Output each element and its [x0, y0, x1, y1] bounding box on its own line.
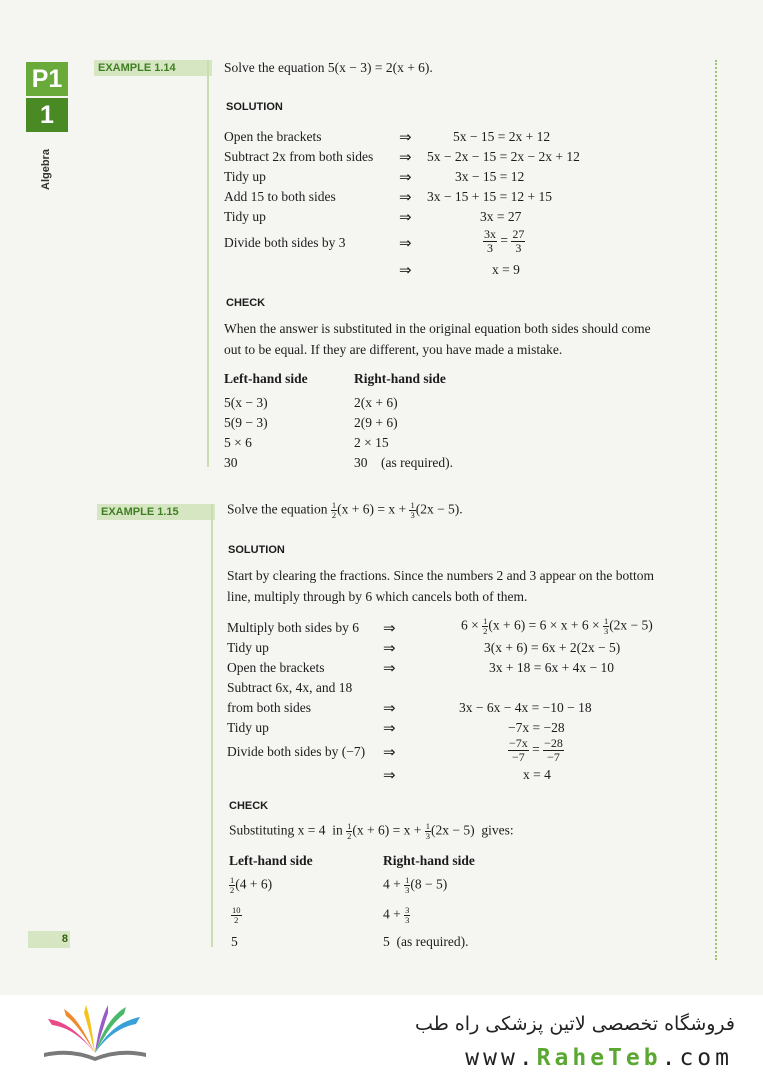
example-1-14-rule — [207, 60, 209, 467]
fraction: $\frac{3x}{3}$ — [484, 227, 496, 255]
rhs-heading: Right-hand side — [383, 853, 475, 868]
fraction: $\frac{1}{3}$ — [603, 616, 609, 636]
step-text: Tidy up — [227, 720, 269, 735]
step-math: 3(x + 6) = 6x + 2(2x − 5) — [484, 640, 621, 655]
step-text: Open the brackets — [227, 660, 325, 675]
step-text: Subtract 2x from both sides — [224, 149, 374, 164]
fraction: $\frac{10}{2}$ — [232, 905, 241, 925]
example-1-14-label: EXAMPLE 1.14 — [94, 60, 212, 76]
example-1-14-question: Solve the equation 5(x − 3) = 2(x + 6). — [224, 60, 433, 75]
check-text: out to be equal. If they are different, you have made a mistake. — [224, 342, 563, 357]
fraction: $\frac{1}{2}$ — [331, 500, 337, 520]
tab-chapter-number: 1 — [26, 98, 68, 132]
rhs-cell: 4 + $\frac{1}{3}$ (8 − 5) — [383, 875, 448, 895]
lhs-cell: 30 — [224, 455, 238, 470]
fraction: $\frac{1}{3}$ — [425, 821, 430, 841]
step-text: Tidy up — [224, 169, 266, 184]
step-text: Open the brackets — [224, 129, 322, 144]
check-text: When the answer is substituted in the original equation both sides should come — [224, 321, 651, 336]
step-text: Multiply both sides by 6 — [227, 620, 360, 635]
implies-arrow: ⇒ — [383, 743, 396, 761]
lhs-cell: 5 × 6 — [224, 435, 252, 450]
footer-url[interactable]: www.RaheTeb.com — [465, 1045, 733, 1071]
fraction: $\frac{27}{3}$ — [512, 227, 525, 255]
footer-banner — [0, 995, 763, 1079]
step-math: 3x − 6x − 4x = −10 − 18 — [459, 700, 592, 715]
rhs-cell: 2(x + 6) — [354, 395, 398, 410]
implies-arrow: ⇒ — [399, 188, 412, 206]
implies-arrow: ⇒ — [399, 234, 412, 252]
step-text: Subtract 6x, 4x, and 18 — [227, 680, 353, 695]
lhs-cell: 5 — [231, 934, 238, 949]
step-text: Divide both sides by 3 — [224, 235, 346, 250]
section-label: Algebra — [40, 149, 52, 190]
lhs-heading: Left-hand side — [224, 371, 308, 386]
implies-arrow: ⇒ — [383, 719, 396, 737]
rhs-cell: 2 × 15 — [354, 435, 389, 450]
implies-arrow: ⇒ — [399, 261, 412, 279]
fraction: $\frac{-28}{-7}$ — [544, 736, 563, 764]
book-logo-icon — [40, 1003, 150, 1063]
footer-store-name: فروشگاه تخصصی لاتین پزشکی راه طب — [415, 1013, 735, 1035]
implies-arrow: ⇒ — [399, 128, 412, 146]
check-text: Substituting x = 4 in $\frac{1}{2}$ (x + 6) = x + $\frac{1}{3}$ (2x − 5) gives: — [229, 821, 514, 841]
rhs-cell: 4 + $\frac{3}{3}$ — [383, 905, 410, 925]
implies-arrow: ⇒ — [383, 619, 396, 637]
implies-arrow: ⇒ — [383, 659, 396, 677]
fraction: $\frac{-7x}{-7}$ — [509, 736, 528, 764]
implies-arrow: ⇒ — [383, 766, 396, 784]
step-text: Add 15 to both sides — [224, 189, 336, 204]
step-math: 5x − 2x − 15 = 2x − 2x + 12 — [427, 149, 580, 164]
step-math: 3x = 27 — [480, 209, 522, 224]
step-math: 5x − 15 = 2x + 12 — [453, 129, 551, 144]
step-text: from both sides — [227, 700, 311, 715]
step-math: 3x + 18 = 6x + 4x − 10 — [489, 660, 614, 675]
rhs-cell: 30 (as required). — [354, 455, 453, 470]
example-1-15-rule — [211, 504, 213, 947]
solution-intro: Start by clearing the fractions. Since the numbers 2 and 3 appear on the bottom — [227, 568, 655, 583]
solution-intro: line, multiply through by 6 which cancels both of them. — [227, 589, 528, 604]
step-text: Tidy up — [224, 209, 266, 224]
lhs-cell: $\frac{1}{2}$ (4 + 6) — [230, 875, 273, 895]
step-text: Divide both sides by (−7) — [227, 744, 366, 759]
implies-arrow: ⇒ — [383, 699, 396, 717]
step-math-fraction: $\frac{3x}{3}$ = $\frac{27}{3}$ — [484, 227, 525, 255]
lhs-cell: 5(9 − 3) — [224, 415, 268, 430]
solution-heading: SOLUTION — [226, 101, 283, 113]
chapter-tab — [26, 62, 68, 132]
solution-heading: SOLUTION — [228, 544, 285, 556]
fraction: $\frac{1}{2}$ — [230, 875, 235, 895]
lhs-heading: Left-hand side — [229, 853, 313, 868]
fraction: $\frac{1}{3}$ — [410, 500, 415, 520]
margin-dotted-line — [715, 60, 717, 960]
fraction: $\frac{1}{2}$ — [483, 616, 488, 636]
implies-arrow: ⇒ — [399, 168, 412, 186]
check-heading: CHECK — [226, 297, 266, 309]
example-1-15-label: EXAMPLE 1.15 — [97, 504, 215, 520]
tab-p1: P1 — [26, 62, 68, 96]
implies-arrow: ⇒ — [399, 148, 412, 166]
rhs-cell: 2(9 + 6) — [354, 415, 398, 430]
fraction: $\frac{1}{3}$ — [405, 875, 410, 895]
implies-arrow: ⇒ — [399, 208, 412, 226]
step-math: x = 4 — [523, 767, 551, 782]
step-math: x = 9 — [492, 262, 520, 277]
implies-arrow: ⇒ — [383, 639, 396, 657]
fraction: $\frac{1}{2}$ — [347, 821, 352, 841]
step-math: 3x − 15 = 12 — [455, 169, 525, 184]
step-text: Tidy up — [227, 640, 269, 655]
step-math-fraction: $\frac{-7x}{-7}$ = $\frac{-28}{-7}$ — [509, 736, 563, 764]
example-1-15-question: Solve the equation $\frac{1}{2}$ (x + 6) = x + $\frac{1}{3}$ (2x − 5). — [227, 500, 463, 520]
check-heading: CHECK — [229, 800, 269, 812]
page-number: 8 — [28, 931, 70, 948]
lhs-cell: 5(x − 3) — [224, 395, 268, 410]
fraction: $\frac{3}{3}$ — [405, 905, 410, 925]
step-math: 6 × $\frac{1}{2}$ (x + 6) = 6 × x + 6 × $\frac{1}{3}$ (2x − 5) — [461, 616, 653, 636]
step-math: 3x − 15 + 15 = 12 + 15 — [427, 189, 552, 204]
rhs-heading: Right-hand side — [354, 371, 446, 386]
step-math: −7x = −28 — [508, 720, 565, 735]
lhs-cell — [231, 906, 242, 925]
rhs-cell: 5 (as required). — [383, 934, 469, 949]
